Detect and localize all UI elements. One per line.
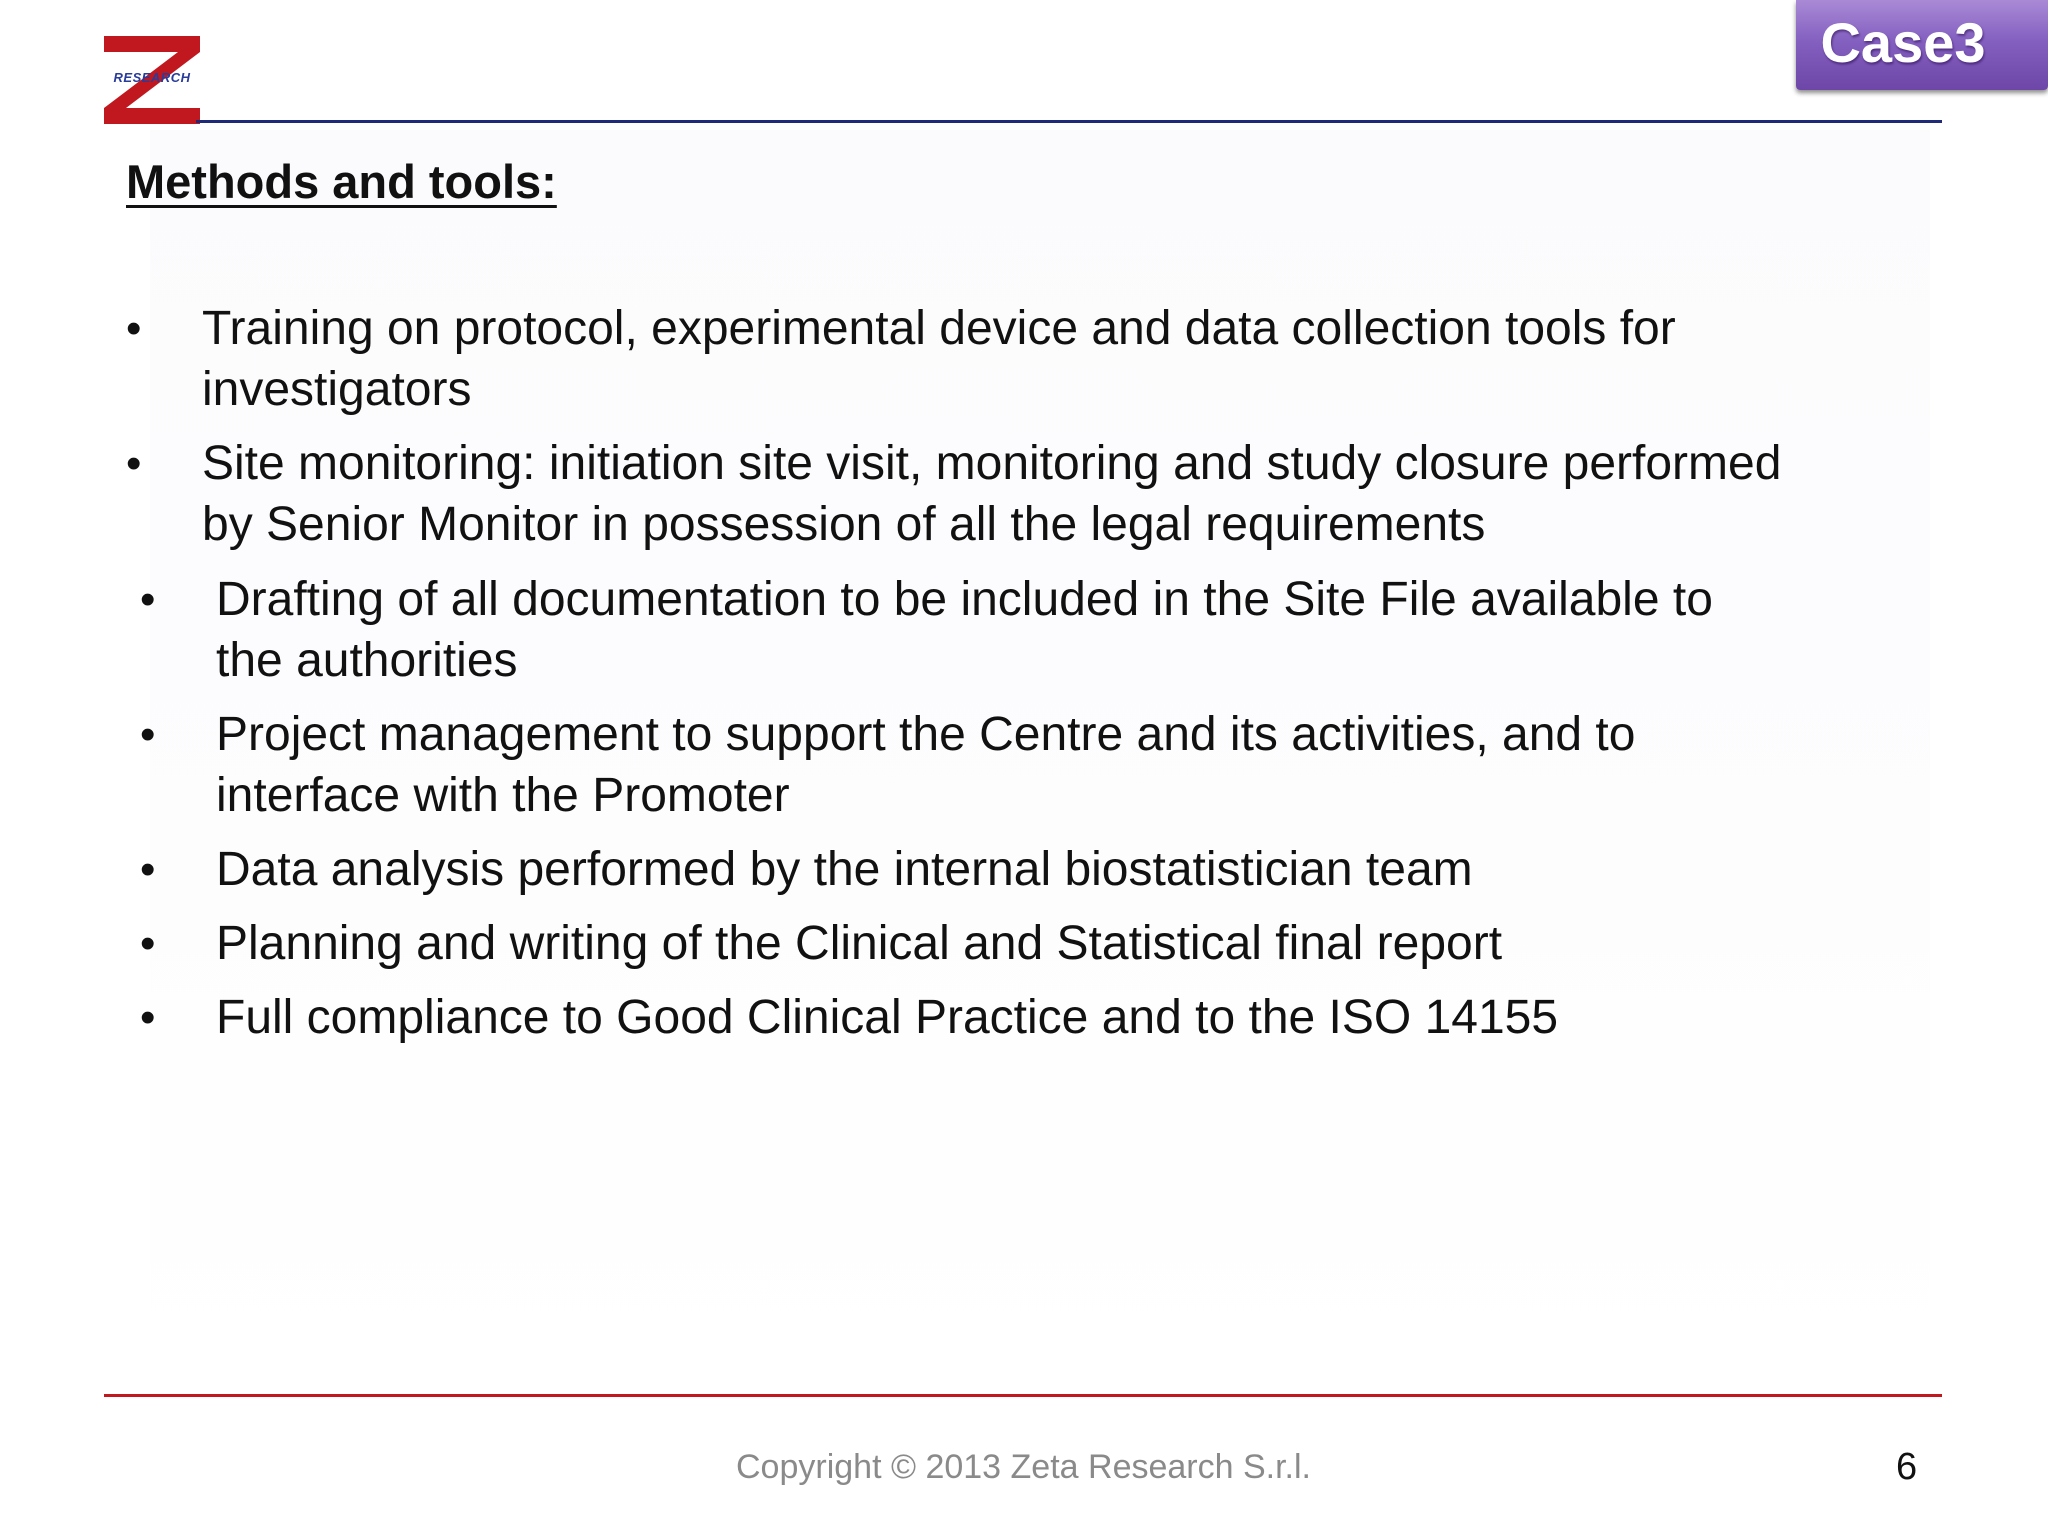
bullet-line: Project management to support the Centre and its activities, and to (216, 708, 1636, 761)
case-badge (1796, 0, 2048, 90)
bullet-marker: • (126, 439, 142, 488)
header-divider (196, 120, 1942, 123)
copyright-text: Copyright © 2013 Zeta Research S.r.l. (736, 1448, 1311, 1486)
bullet-line: Data analysis performed by the internal biostatistician team (216, 843, 1473, 896)
bullet-line: Site monitoring: initiation site visit, monitoring and study closure performed (202, 437, 1782, 490)
bullet-line: Drafting of all documentation to be included in the Site File available to (216, 573, 1713, 626)
logo-text: RESEARCH (113, 70, 191, 85)
bullet-line: by Senior Monitor in possession of all the legal requirements (202, 498, 1486, 551)
slide-title: Methods and tools: (126, 155, 557, 208)
bullet-line: investigators (202, 363, 472, 416)
bullet-marker: • (126, 304, 142, 353)
bullet-item (140, 704, 1635, 826)
bullet-line: Training on protocol, experimental device and data collection tools for (202, 302, 1676, 355)
bullet-marker: • (140, 919, 156, 968)
bullet-item (140, 987, 1558, 1048)
bullet-line: interface with the Promoter (216, 769, 790, 822)
bullet-marker: • (140, 710, 156, 759)
case-label: Case3 (1820, 11, 1986, 74)
bullet-marker: • (140, 993, 156, 1042)
bullet-item (140, 569, 1713, 691)
bullet-line: Planning and writing of the Clinical and Statistical final report (216, 917, 1503, 970)
bullet-item (140, 839, 1473, 900)
bullet-marker: • (140, 845, 156, 894)
bullet-line: Full compliance to Good Clinical Practice and to the ISO 14155 (216, 991, 1559, 1044)
bullet-line: the authorities (216, 634, 518, 687)
bullet-marker: • (140, 575, 156, 624)
bullet-item (126, 433, 1781, 555)
bullet-item (140, 913, 1502, 974)
bullet-item (126, 298, 1676, 420)
footer-divider (104, 1394, 1942, 1397)
page-number: 6 (1896, 1446, 1918, 1488)
zeta-research-logo (104, 36, 200, 124)
